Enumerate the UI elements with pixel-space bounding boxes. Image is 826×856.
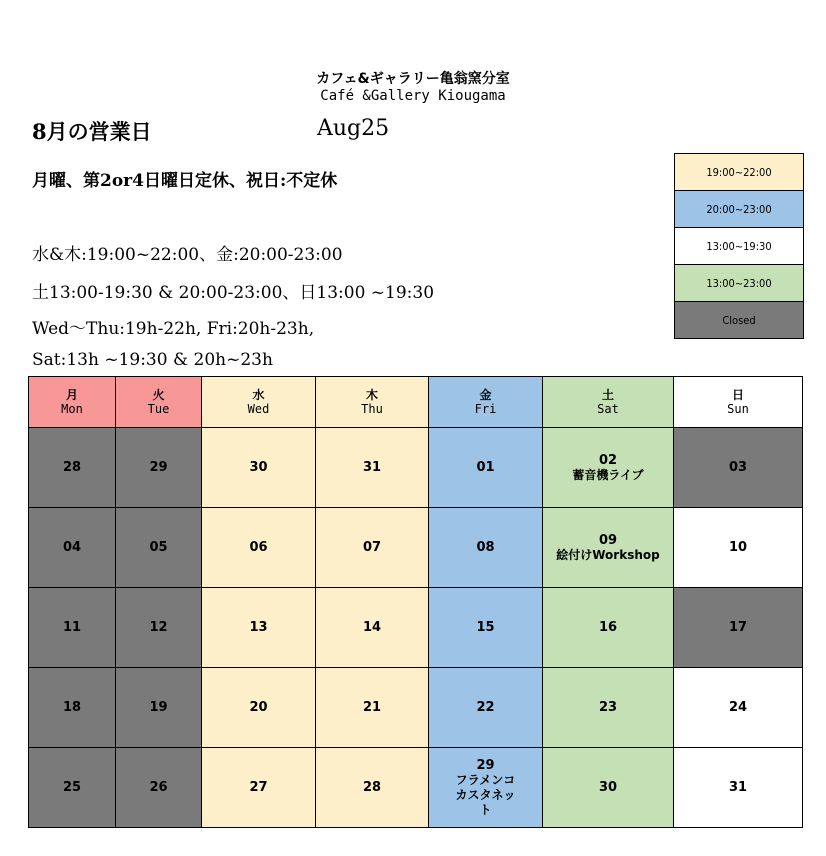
date-number: 24 [728,700,748,715]
calendar-day-cell [202,508,316,588]
date-number: 27 [249,780,268,795]
calendar-day-cell [674,748,803,828]
weekday-jp: 土 [601,388,614,402]
date-number: 05 [149,540,168,555]
date-number: 02 [598,452,618,468]
calendar-day-cell [202,668,316,748]
date-number: 26 [149,780,168,795]
weekday-jp: 月 [65,388,78,402]
date-number: 25 [62,780,82,795]
hours-note-jp-1: 水&木:19:00~22:00、金:20:00-23:00 [32,245,343,265]
date-number: 13 [249,620,268,635]
weekday-en: Sat [597,402,619,416]
calendar-day-cell [116,668,202,748]
calendar-day-cell [429,668,543,748]
weekday-header [543,377,674,428]
page-title: 8月の営業日 [32,119,152,144]
date-number: 08 [476,540,495,555]
cafe-name: カフェ&ギャラリー亀翁窯分室 [316,71,510,87]
calendar-day-cell [316,428,429,508]
date-number: 17 [728,620,748,635]
calendar-day-cell [116,748,202,828]
weekday-header [29,377,116,428]
calendar-day-cell [429,508,543,588]
calendar-day-cell [29,588,116,668]
weekday-header [202,377,316,428]
calendar-day-cell [429,428,543,508]
calendar-week-row [29,748,803,828]
weekday-en: Wed [247,402,270,416]
calendar-day-cell [202,748,316,828]
cafe-subtitle: Café &Gallery Kiougama [320,88,506,104]
hours-legend [674,153,804,339]
calendar-day-cell [29,748,116,828]
calendar-day-cell [543,748,674,828]
calendar-day-cell [29,508,116,588]
legend-item: 20:00~23:00 [675,191,803,228]
date-number: 29 [149,460,168,475]
closing-days-note: 月曜、第2or4日曜日定休、祝日:不定休 [32,171,338,191]
calendar-week-row [29,588,803,668]
date-number: 15 [476,620,495,635]
date-number: 03 [728,460,748,475]
date-number: 10 [728,540,748,555]
date-number: 23 [598,700,618,715]
weekday-jp: 木 [365,388,378,402]
date-number: 18 [62,700,82,715]
calendar-day-cell [116,508,202,588]
calendar-day-cell [674,428,803,508]
calendar-day-cell [29,428,116,508]
date-number: 30 [249,460,268,475]
event-label: 蓄音機ライブ [572,467,644,482]
calendar-week-row [29,508,803,588]
calendar-week-row [29,428,803,508]
calendar-table [28,376,803,828]
calendar-day-cell [202,588,316,668]
weekday-jp: 火 [152,388,165,402]
calendar-day-cell [429,748,543,828]
calendar-day-cell [543,588,674,668]
date-number: 30 [598,780,618,795]
date-number: 11 [62,620,82,635]
calendar-day-cell [543,668,674,748]
date-number: 16 [598,620,618,635]
event-label: フラメンコ カスタネット [455,772,516,817]
hours-note-en-1: Wed〜Thu:19h-22h, Fri:20h-23h, [32,319,315,339]
date-number: 04 [62,540,82,555]
month-label: Aug25 [317,116,390,141]
date-number: 31 [728,780,748,795]
weekday-header [674,377,803,428]
date-number: 28 [62,460,82,475]
date-number: 20 [249,700,268,715]
date-number: 14 [362,620,382,635]
calendar-day-cell [543,508,674,588]
date-number: 01 [476,460,495,475]
date-number: 09 [598,532,618,548]
weekday-header [429,377,543,428]
weekday-en: Thu [361,402,383,416]
date-number: 19 [149,700,168,715]
weekday-header-row [29,377,803,428]
calendar-week-row [29,668,803,748]
legend-item: 13:00~23:00 [675,265,803,302]
weekday-header [316,377,429,428]
calendar-day-cell [316,588,429,668]
hours-note-en-2: Sat:13h ~19:30 & 20h~23h [32,350,273,370]
date-number: 31 [362,460,382,475]
calendar-day-cell [674,668,803,748]
calendar-day-cell [116,588,202,668]
weekday-en: Tue [147,402,170,416]
date-number: 29 [476,757,495,773]
legend-item: Closed [675,302,803,338]
calendar-day-cell [29,668,116,748]
date-number: 07 [362,540,382,555]
legend-item: 13:00~19:30 [675,228,803,265]
weekday-en: Mon [61,402,83,416]
calendar-day-cell [674,508,803,588]
weekday-en: Fri [474,402,497,416]
calendar-day-cell [316,508,429,588]
calendar-day-cell [202,428,316,508]
calendar-day-cell [116,428,202,508]
date-number: 06 [249,540,268,555]
calendar-day-cell [674,588,803,668]
calendar-day-cell [429,588,543,668]
date-number: 28 [362,780,382,795]
weekday-jp: 日 [731,388,744,402]
weekday-header [116,377,202,428]
date-number: 21 [362,700,382,715]
weekday-en: Sun [727,402,749,416]
event-label: 絵付けWorkshop [556,547,660,562]
date-number: 12 [149,620,168,635]
calendar-day-cell [316,748,429,828]
calendar-day-cell [316,668,429,748]
weekday-jp: 水 [252,388,265,402]
hours-note-jp-2: 土13:00-19:30 & 20:00-23:00、日13:00 ~19:30 [32,283,435,303]
weekday-jp: 金 [479,388,492,402]
date-number: 22 [476,700,495,715]
legend-item: 19:00~22:00 [675,154,803,191]
calendar-day-cell [543,428,674,508]
